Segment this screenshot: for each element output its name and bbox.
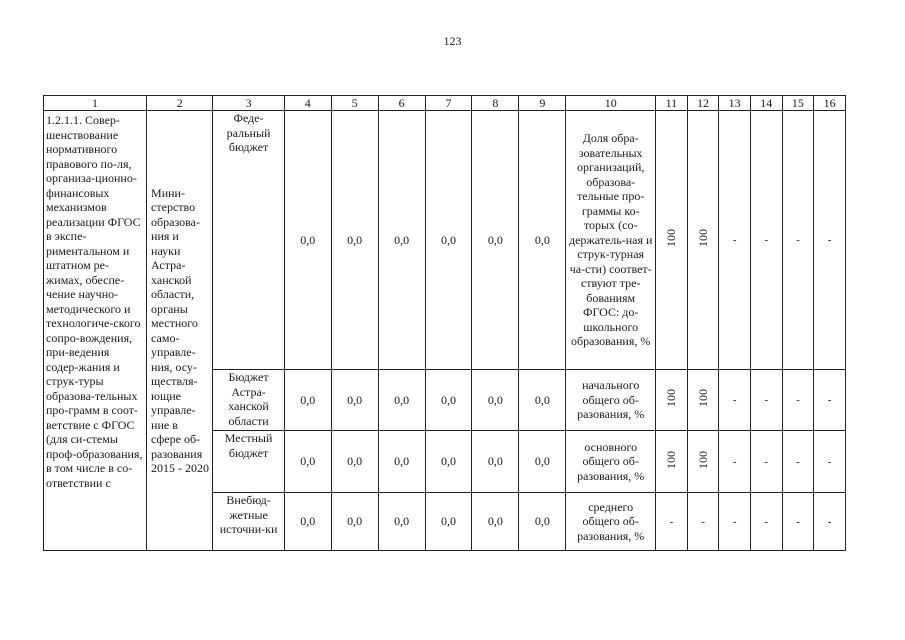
target-cell [687, 493, 719, 551]
target-cell [750, 111, 782, 370]
target-cell [782, 431, 814, 493]
funding-source-cell: Феде-ральный бюджет [213, 111, 284, 370]
target-cell [782, 493, 814, 551]
funding-source-cell: Внебюд-жетные источни-ки [213, 493, 284, 551]
column-number-row [44, 96, 846, 111]
value-cell: 0,0 [472, 370, 519, 431]
value-cell: 0,0 [284, 370, 331, 431]
target-value: 100 [664, 229, 679, 248]
value-cell: 0,0 [331, 493, 378, 551]
indicator-cell: начального общего об-разования, % [566, 370, 656, 431]
table-row [44, 111, 846, 370]
target-cell [782, 370, 814, 431]
measure-cell: 1.2.1.1. Совер-шенствование нормативного правового по-ля, организа-ционно-финансовых механизмов реализации ФГОС в экспе-риментальном и штатном ре-жимах, обеспе-чение научно-методического и технологиче-ского сопро-вождения, при-ведения содер-жания и струк-туры образова-тельных про-грамм в соот-ветствие с ФГОС (для си-стемы проф-образования, в том числе в со-ответствии с [44, 111, 147, 551]
value-cell: 0,0 [378, 493, 425, 551]
target-value: - [764, 515, 769, 528]
target-value: - [701, 515, 705, 528]
funding-source-cell: Местный бюджет [213, 431, 284, 493]
target-value: 100 [664, 450, 679, 469]
value-cell: 0,0 [519, 111, 566, 370]
value-cell: 0,0 [284, 111, 331, 370]
target-value: - [827, 455, 832, 468]
value-cell: 0,0 [425, 431, 472, 493]
target-cell [656, 111, 688, 370]
target-cell [750, 370, 782, 431]
target-cell [656, 493, 688, 551]
target-value: - [827, 234, 832, 247]
target-value: - [764, 455, 769, 468]
target-value: - [732, 394, 737, 407]
column-number: 5 [331, 96, 378, 111]
column-number: 1 [44, 96, 147, 111]
target-cell [656, 370, 688, 431]
target-value: - [827, 515, 832, 528]
target-cell [814, 111, 846, 370]
value-cell: 0,0 [331, 431, 378, 493]
target-cell [687, 431, 719, 493]
indicator-cell: основного общего об-разования, % [566, 431, 656, 493]
target-cell [750, 431, 782, 493]
value-cell: 0,0 [331, 370, 378, 431]
value-cell: 0,0 [425, 493, 472, 551]
target-value: - [764, 234, 769, 247]
value-cell: 0,0 [284, 431, 331, 493]
column-number: 9 [519, 96, 566, 111]
target-value: - [796, 234, 800, 247]
target-value: - [732, 515, 737, 528]
target-value: - [796, 394, 800, 407]
target-value: - [796, 455, 800, 468]
column-number: 2 [147, 96, 213, 111]
target-cell [719, 370, 751, 431]
column-number: 11 [656, 96, 688, 111]
program-table [43, 95, 846, 551]
target-cell [782, 111, 814, 370]
target-value: 100 [664, 389, 679, 408]
column-number: 14 [750, 96, 782, 111]
column-number: 15 [782, 96, 814, 111]
page-number: 123 [443, 34, 462, 48]
value-cell: 0,0 [519, 493, 566, 551]
value-cell: 0,0 [378, 370, 425, 431]
target-cell [719, 431, 751, 493]
value-cell: 0,0 [378, 431, 425, 493]
target-value: 100 [695, 229, 710, 248]
indicator-cell: среднего общего об-разования, % [566, 493, 656, 551]
target-value: - [669, 515, 674, 528]
funding-source-cell: Бюджет Астра-ханской области [213, 370, 284, 431]
value-cell: 0,0 [425, 111, 472, 370]
column-number: 10 [566, 96, 656, 111]
value-cell: 0,0 [519, 370, 566, 431]
value-cell: 0,0 [378, 111, 425, 370]
target-cell [687, 111, 719, 370]
executor-cell: Мини-стерство образова-ния и науки Астра-ханской области, органы местного само-управле-ния, осу-ществля-ющие управле-ние в сфере об-разования 2015 - 2020 [147, 111, 213, 551]
column-number: 8 [472, 96, 519, 111]
target-cell [656, 431, 688, 493]
target-cell [687, 370, 719, 431]
value-cell: 0,0 [331, 111, 378, 370]
column-number: 6 [378, 96, 425, 111]
column-number: 4 [284, 96, 331, 111]
target-value: 100 [695, 450, 710, 469]
column-number: 7 [425, 96, 472, 111]
target-cell [814, 431, 846, 493]
target-cell [719, 493, 751, 551]
value-cell: 0,0 [425, 370, 472, 431]
column-number: 13 [719, 96, 751, 111]
target-cell [719, 111, 751, 370]
value-cell: 0,0 [472, 431, 519, 493]
indicator-cell: Доля обра-зовательных организаций, образова-тельные про-граммы ко-торых (со-держатель-ная и струк-турная ча-сти) соответ-ствуют тре-бованиям ФГОС: до-школьного образования, % [566, 111, 656, 370]
target-value: - [764, 394, 769, 407]
column-number: 12 [687, 96, 719, 111]
target-value: - [732, 455, 737, 468]
value-cell: 0,0 [284, 493, 331, 551]
column-number: 16 [814, 96, 846, 111]
value-cell: 0,0 [519, 431, 566, 493]
target-cell [814, 370, 846, 431]
value-cell: 0,0 [472, 493, 519, 551]
target-value: - [796, 515, 800, 528]
value-cell: 0,0 [472, 111, 519, 370]
target-value: 100 [695, 389, 710, 408]
target-cell [814, 493, 846, 551]
target-value: - [827, 394, 832, 407]
column-number: 3 [213, 96, 284, 111]
target-cell [750, 493, 782, 551]
target-value: - [732, 234, 737, 247]
